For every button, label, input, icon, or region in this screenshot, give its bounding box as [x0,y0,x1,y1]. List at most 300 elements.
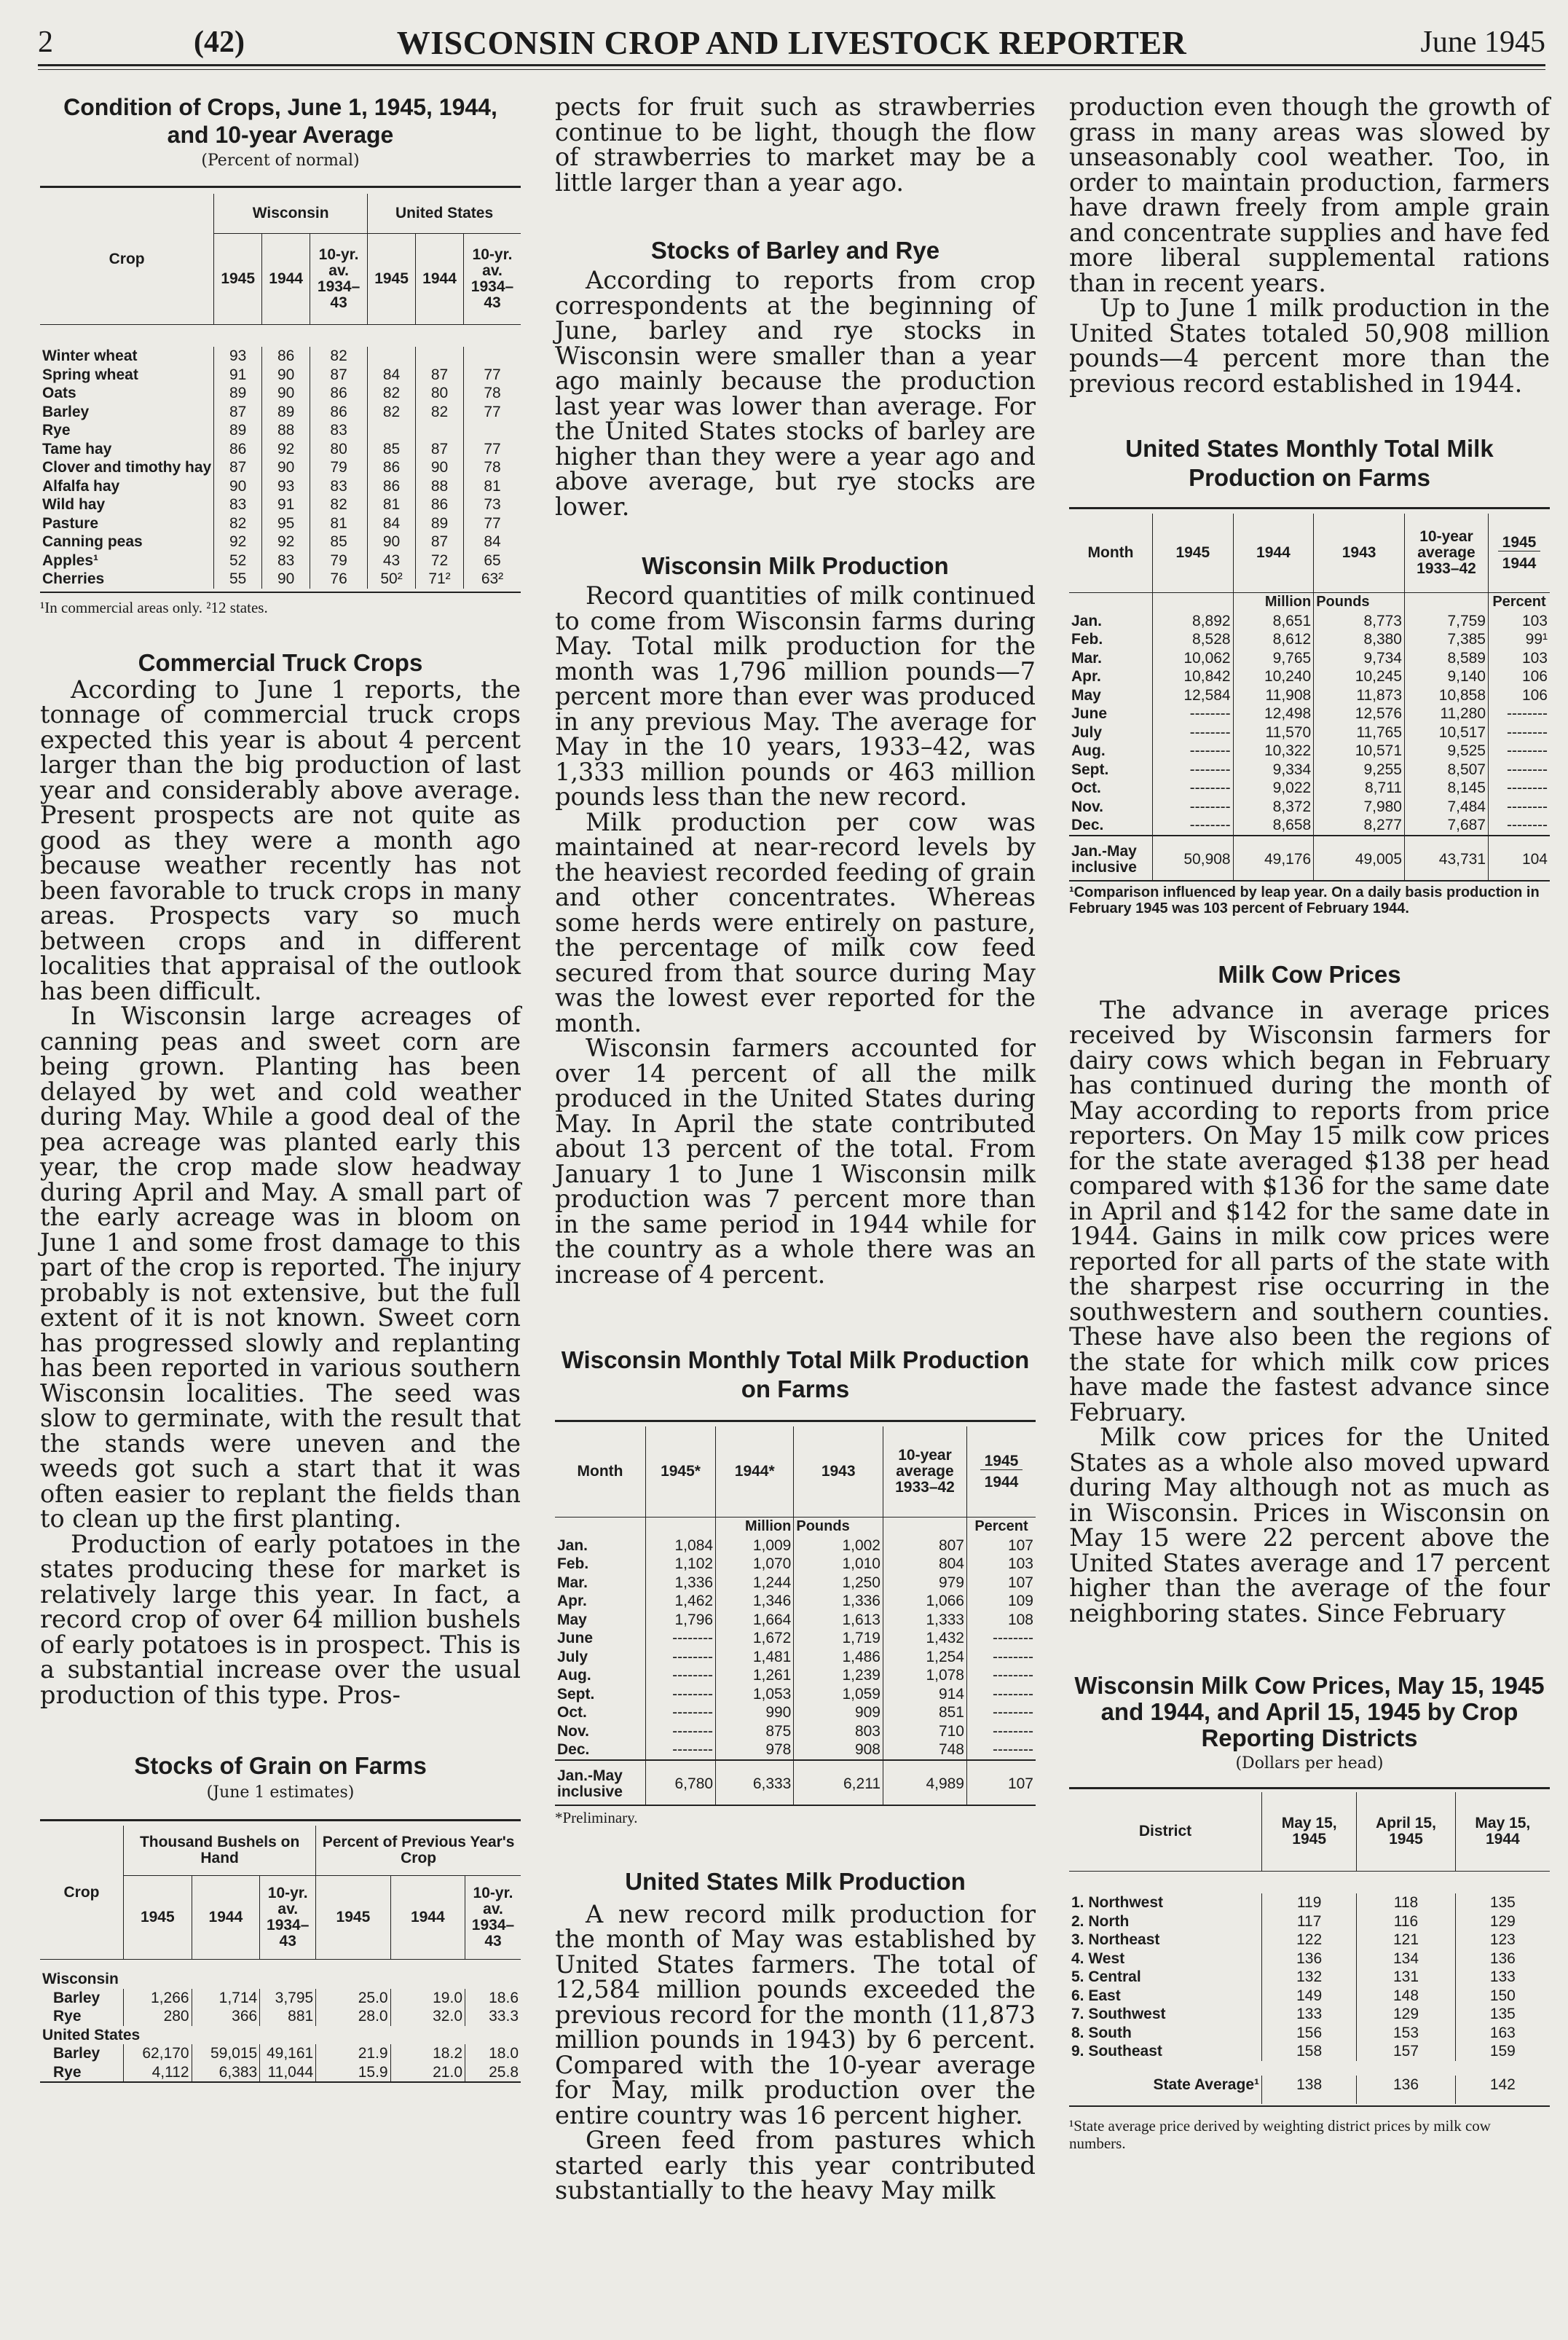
region-united-states: United States [42,2026,141,2043]
table-cell: 8,372 [1233,798,1314,817]
table-cell: 18.6 [465,1989,521,2008]
col-bu-1944: 1944 [192,1876,260,1960]
table-row [1069,649,1550,668]
table-row [555,1592,1036,1611]
table-row [40,384,521,403]
table-cell: 93 [214,347,262,366]
column-1 [40,90,521,2083]
table-row [1069,798,1550,817]
col-1945: 1945 [1153,514,1234,593]
table-cell: 9,255 [1314,761,1405,780]
table-cell: 122 [1262,1931,1357,1950]
table-cell: 133 [1455,1968,1550,1987]
crops-footnote: ¹In commercial areas only. ²12 states. [40,598,268,616]
table-cell: 103 [967,1555,1036,1574]
table-row [555,1574,1036,1593]
ratio-bottom: 1944 [984,1473,1019,1491]
col-ratio [1489,514,1551,593]
table-cell: -------- [646,1685,716,1704]
table-cell: 8,145 [1405,779,1489,798]
col-us-avg: 10-yr. av. 1934–43 [464,234,521,325]
table-cell: 108 [967,1611,1036,1630]
table-cell: -------- [967,1685,1036,1704]
cow-prices-footnote: ¹State average price derived by weighting district prices by milk cow numbers. [1069,2117,1491,2152]
table-cell: 8,612 [1233,630,1314,649]
table-cell: 1,613 [794,1611,883,1630]
table-cell: 11,908 [1233,686,1314,705]
table-cell [368,347,416,366]
table-cell: 86 [368,477,416,496]
table-cell: 153 [1357,2024,1455,2043]
table-cell: 15.9 [316,2063,390,2083]
table-cell: 1,481 [716,1648,794,1667]
total-cell: 49,176 [1233,836,1314,881]
row-label: 7. Southwest [1071,2006,1166,2022]
table-cell: 10,858 [1405,686,1489,705]
table-cell: -------- [1153,704,1234,723]
table-cell: 8,277 [1314,816,1405,836]
table-cell: 807 [883,1536,967,1555]
row-label: May [557,1611,587,1628]
table-cell: 7,759 [1405,612,1489,631]
col-may-1944: May 15, 1944 [1455,1792,1550,1872]
row-label: Feb. [557,1555,589,1572]
table-cell: 8,892 [1153,612,1234,631]
fruit-paragraph: pects for fruit such as strawberries continue to be light, though the flow of strawberries to market may be a little larger than a year ago. [555,93,1036,197]
table-cell: 10,322 [1233,742,1314,761]
table-cell: 82 [214,514,262,533]
table-row [1069,761,1550,780]
table-cell: 71² [416,570,464,589]
table-cell: 78 [464,384,521,403]
truck-paragraph-1: According to June 1 reports, the tonnage of commercial truck crops expected this year is about 4 percent larger than the big production of last year and considerably above average. Present prospects are not quite as good as they were a month ago because weather recently has not been favorable to truck crops in many areas. Prospects vary so much between crops and in different localities that appraisal of the outlook has been difficult. [40,675,521,1005]
total-cell: 43,731 [1405,836,1489,881]
table-cell: 8,711 [1314,779,1405,798]
table-cell: 7,687 [1405,816,1489,836]
col-bu-1945: 1945 [124,1876,192,1960]
table-cell [464,347,521,366]
table-cell: 86 [310,403,368,422]
table-row [555,1722,1036,1741]
table-cell: -------- [1153,798,1234,817]
group-thousand-bushels: Thousand Bushels on Hand [124,1826,316,1876]
row-label: Barley [53,2045,101,2062]
table-row [1069,1987,1550,2006]
publication-title: WISCONSIN CROP AND LIVESTOCK REPORTER [396,24,1187,61]
table-cell: 43 [368,551,416,570]
table-cell: 1,002 [794,1536,883,1555]
col-pct-avg: 10-yr. av. 1934–43 [465,1876,521,1960]
table-cell: 1,244 [716,1574,794,1593]
table-cell: 8,589 [1405,649,1489,668]
table-row [555,1740,1036,1760]
us-milk-heading: United States Milk Production [625,1867,966,1895]
table-row [1069,1950,1550,1968]
table-row [1069,2005,1550,2024]
table-row [40,2007,521,2026]
table-cell: 710 [883,1722,967,1741]
table-cell: 129 [1357,2005,1455,2024]
table-cell: 1,336 [794,1592,883,1611]
group-percent-previous: Percent of Previous Year's Crop [316,1826,521,1876]
table-cell: 11,044 [260,2063,316,2083]
table-cell: 1,261 [716,1666,794,1685]
table-row [555,1611,1036,1630]
page-header [38,20,1545,61]
table-row [1069,742,1550,761]
table-cell: 82 [368,384,416,403]
truck-crops-heading: Commercial Truck Crops [138,648,423,676]
table-cell: 1,102 [646,1555,716,1574]
table-cell: 49,161 [260,2044,316,2063]
table-cell: 93 [262,477,310,496]
table-cell: 748 [883,1740,967,1760]
col-crop: Crop [40,1826,124,1960]
row-label: July [1071,723,1103,741]
row-label: Spring wheat [42,366,138,383]
table-cell: 82 [368,403,416,422]
table-cell: 78 [464,458,521,477]
table-cell: 1,336 [646,1574,716,1593]
row-label: Apr. [557,1593,587,1609]
table-cell: 9,022 [1233,779,1314,798]
table-row [1069,686,1550,705]
table-cell: 79 [310,551,368,570]
table-row [1069,723,1550,742]
table-cell: 1,254 [883,1648,967,1667]
table-cell: 107 [967,1574,1036,1593]
table-cell: 1,266 [124,1989,192,2008]
table-cell: 118 [1357,1893,1455,1912]
table-cell: 1,462 [646,1592,716,1611]
table-row [40,366,521,385]
table-cell: 1,010 [794,1555,883,1574]
table-cell: 804 [883,1555,967,1574]
table-cell: 12,576 [1314,704,1405,723]
us-milk-table [1069,514,1550,882]
row-label: Sept. [1071,761,1109,778]
table-cell: -------- [1489,761,1551,780]
table-cell: 148 [1357,1987,1455,2006]
row-label: June [1071,705,1108,722]
row-label: Nov. [1071,798,1103,815]
table-cell: 83 [310,477,368,496]
table-cell: -------- [1153,761,1234,780]
row-label: 8. South [1071,2024,1132,2041]
total-cell: 104 [1489,836,1551,881]
row-label: Apples¹ [42,551,99,569]
row-label: Aug. [557,1667,591,1684]
table-cell: 1,084 [646,1536,716,1555]
table-cell: 1,053 [716,1685,794,1704]
table-cell: 81 [368,495,416,514]
table-cell: 803 [794,1722,883,1741]
table-cell: 84 [368,514,416,533]
table-cell: 1,796 [646,1611,716,1630]
table-cell: 134 [1357,1950,1455,1968]
col-us-1945: 1945 [368,234,416,325]
wi-milk-paragraph-1: Record quantities of milk continued to come from Wisconsin farms during May. Total milk production for the month was 1,796 million pounds—7 percent more than ever was produced in any previous May. The average for May in the 10 years, 1933–42, was 1,333 million pounds or 463 million pounds less than the new record. [555,581,1036,811]
table-cell: 123 [1455,1931,1550,1950]
crops-condition-table [40,194,521,589]
row-label: Apr. [1071,668,1101,685]
grain-stocks-subtitle: (June 1 estimates) [206,1783,355,1802]
us-milk-paragraph-2: Green feed from pastures which started early this year contributed substantially to the heavy May milk [555,2126,1036,2204]
table-cell: 21.9 [316,2044,390,2063]
table-cell: 9,334 [1233,761,1314,780]
group-united-states: United States [368,194,521,234]
table-row [1069,1893,1550,1912]
table-cell: 81 [310,514,368,533]
table-cell: 86 [214,440,262,459]
cow-prices-table [1069,1792,1550,2104]
table-cell: -------- [1489,798,1551,817]
table-cell: 1,714 [192,1989,260,2008]
crops-table-subtitle: (Percent of normal) [201,152,360,170]
table-row [40,533,521,551]
total-cell: 136 [1357,2076,1455,2105]
table-cell: 11,765 [1314,723,1405,742]
table-row [40,2044,521,2063]
wi-milk-paragraph-3: Wisconsin farmers accounted for over 14 percent of all the milk produced in the United States during May. In April the state contributed about 13 percent of the total. From January 1 to June 1 Wisconsin milk production was 7 percent more than in the same period in 1944 while for the country as a whole there was an increase of 4 percent. [555,1034,1036,1289]
table-cell: 87 [214,403,262,422]
crops-table-title: Condition of Crops, June 1, 1945, 1944, and 10-year Average [63,94,497,148]
table-cell: 25.0 [316,1989,390,2008]
table-row [1069,1912,1550,1931]
col-us-1944: 1944 [416,234,464,325]
row-label: Mar. [1071,649,1103,667]
barley-rye-paragraph: According to reports from crop correspondents at the beginning of June, barley and rye stocks in Wisconsin were smaller than a year ago mainly because the production last year was lower than average. For the United States stocks of barley are higher than they were a year ago and above average, but rye stocks are lower. [555,266,1036,521]
row-label: 3. Northeast [1071,1931,1160,1948]
table-cell: 1,066 [883,1592,967,1611]
page-number: 2 [38,25,53,59]
issue-number: (42) [194,25,245,59]
row-label: Clover and timothy hay [42,459,212,476]
table-cell: 80 [416,384,464,403]
table-cell: 32.0 [390,2007,465,2026]
table-cell: -------- [1153,816,1234,836]
table-cell: 12,584 [1153,686,1234,705]
cow-prices-table-title: Wisconsin Milk Cow Prices, May 15, 1945 and 1944, and April 15, 1945 by Crop Reporting Districts [1074,1672,1545,1751]
col-1944: 1944 [1233,514,1314,593]
table-cell: 881 [260,2007,316,2026]
row-label: 6. East [1071,1987,1121,2004]
table-cell: 90 [368,533,416,551]
table-row [40,440,521,459]
table-cell: 84 [464,533,521,551]
row-label: May [1071,686,1101,704]
row-label: Canning peas [42,533,143,550]
table-cell: 92 [214,533,262,551]
table-cell: 90 [262,384,310,403]
table-row [1069,1931,1550,1950]
col-1945: 1945* [646,1426,716,1518]
table-cell: 4,112 [124,2063,192,2083]
col-wi-avg: 10-yr. av. 1934–43 [310,234,368,325]
table-cell: 135 [1455,2005,1550,2024]
table-cell: 8,658 [1233,816,1314,836]
column-2 [555,95,1036,2204]
table-cell: -------- [646,1648,716,1667]
grain-stocks-title: Stocks of Grain on Farms [134,1752,427,1779]
table-cell: 116 [1357,1912,1455,1931]
table-cell: 18.0 [465,2044,521,2063]
unit-percent: Percent [967,1518,1036,1536]
unit-pounds: Pounds [1314,593,1405,612]
table-cell: 909 [794,1703,883,1722]
table-cell: 85 [310,533,368,551]
table-cell: 82 [310,347,368,366]
table-cell: 91 [262,495,310,514]
issue-date: June 1945 [1420,25,1545,59]
table-cell: 1,486 [794,1648,883,1667]
row-label: 5. Central [1071,1968,1141,1985]
table-cell: 88 [262,421,310,440]
row-label: Nov. [557,1722,589,1740]
table-row [555,1666,1036,1685]
col-bu-avg: 10-yr. av. 1934–43 [260,1876,316,1960]
total-cell: 4,989 [883,1760,967,1805]
table-cell: 28.0 [316,2007,390,2026]
row-label: Dec. [557,1741,590,1758]
table-cell: 150 [1455,1987,1550,2006]
table-cell: 10,842 [1153,667,1234,686]
barley-rye-heading: Stocks of Barley and Rye [650,237,940,264]
table-cell: -------- [967,1740,1036,1760]
table-cell: -------- [967,1703,1036,1722]
table-cell: -------- [967,1722,1036,1741]
table-cell: 25.8 [465,2063,521,2083]
table-row [40,403,521,422]
table-cell: 77 [464,403,521,422]
table-cell: 86 [310,384,368,403]
table-cell: 86 [368,458,416,477]
table-cell: 8,380 [1314,630,1405,649]
total-cell: 6,211 [794,1760,883,1805]
table-row [40,514,521,533]
table-row [40,458,521,477]
table-cell: 91 [214,366,262,385]
total-row [1069,836,1550,881]
wi-milk-table-title: Wisconsin Monthly Total Milk Production on Farms [561,1346,1030,1402]
table-cell: 89 [416,514,464,533]
table-cell: 1,059 [794,1685,883,1704]
table-cell: 280 [124,2007,192,2026]
table-cell: 18.2 [390,2044,465,2063]
table-row [1069,779,1550,798]
row-label: July [557,1648,588,1665]
table-cell: 157 [1357,2042,1455,2061]
table-cell: 3,795 [260,1989,316,2008]
col-month: Month [555,1426,646,1518]
total-label: Jan.-May inclusive [1069,836,1153,881]
table-row [555,1536,1036,1555]
table-cell: 914 [883,1685,967,1704]
col-avg: 10-year average 1933–42 [1405,514,1489,593]
table-cell: 87 [214,458,262,477]
table-cell: -------- [967,1648,1036,1667]
table-cell: 62,170 [124,2044,192,2063]
col-ratio [967,1426,1036,1518]
table-cell: 979 [883,1574,967,1593]
table-cell [416,347,464,366]
wi-milk-paragraph-2: Milk production per cow was maintained at near-record levels by the heaviest recorded feeding of grain and other concentrates. Whereas some herds were entirely on pasture, the percentage of milk cow feed secured from that source during May was the lowest ever reported for the month. [555,807,1036,1037]
row-label: Pasture [42,514,99,532]
col-1943: 1943 [1314,514,1405,593]
us-milk-table-title: United States Monthly Total Milk Production on Farms [1125,435,1494,491]
col-pct-1945: 1945 [316,1876,390,1960]
table-row [1069,816,1550,836]
table-cell: 33.3 [465,2007,521,2026]
table-cell: 80 [310,440,368,459]
table-cell: 72 [416,551,464,570]
table-cell: 875 [716,1722,794,1741]
table-cell: 10,062 [1153,649,1234,668]
table-row [40,1989,521,2008]
table-cell: 9,140 [1405,667,1489,686]
truck-paragraph-3: Production of early potatoes in the states producing these for market is relatively large this year. In fact, a record crop of over 64 million bushels of early potatoes is in prospect. This is a substantial increase over the usual production of this type. Pros- [40,1529,521,1709]
table-cell: 163 [1455,2024,1550,2043]
row-label: Feb. [1071,631,1103,648]
col-april-1945: April 15, 1945 [1357,1792,1455,1872]
table-cell: 86 [416,495,464,514]
row-label: 9. Southeast [1071,2043,1162,2060]
table-cell: -------- [646,1703,716,1722]
row-label: Jan. [557,1536,588,1554]
table-cell: 65 [464,551,521,570]
table-cell: 19.0 [390,1989,465,2008]
table-cell: 978 [716,1740,794,1760]
table-cell [464,421,521,440]
table-cell: 73 [464,495,521,514]
table-cell: 106 [1489,686,1551,705]
col-may-1945: May 15, 1945 [1262,1792,1357,1872]
table-cell [368,421,416,440]
col-wi-1944: 1944 [262,234,310,325]
table-cell: -------- [967,1629,1036,1648]
table-cell: -------- [1489,723,1551,742]
table-cell: 908 [794,1740,883,1760]
table-cell: 10,240 [1233,667,1314,686]
table-cell: 21.0 [390,2063,465,2083]
table-cell: 9,525 [1405,742,1489,761]
table-cell: 1,664 [716,1611,794,1630]
wi-milk-table [555,1426,1036,1806]
table-cell: 119 [1262,1893,1357,1912]
table-cell: 1,432 [883,1629,967,1648]
row-label: Cherries [42,570,105,587]
table-cell: 95 [262,514,310,533]
row-label: Barley [42,403,90,420]
row-label: Oct. [1071,780,1101,796]
table-cell: 117 [1262,1912,1357,1931]
header-rule-thin [38,69,1545,70]
col-avg: 10-year average 1933–42 [883,1426,967,1518]
table-cell: 87 [416,366,464,385]
table-cell: 366 [192,2007,260,2026]
table-cell: 89 [214,384,262,403]
grain-stocks-table [40,1826,521,2083]
row-label: Barley [53,1989,101,2006]
table-cell: 106 [1489,667,1551,686]
table-row [1069,2024,1550,2043]
us-milk-footnote: ¹Comparison influenced by leap year. On a daily basis production in February 1945 was 103 percent of February 1944. [1069,884,1540,916]
header-rule [38,64,1545,66]
col-wi-1945: 1945 [214,234,262,325]
ratio-bottom: 1944 [1502,554,1537,572]
table-cell: 79 [310,458,368,477]
table-cell: 1,719 [794,1629,883,1648]
